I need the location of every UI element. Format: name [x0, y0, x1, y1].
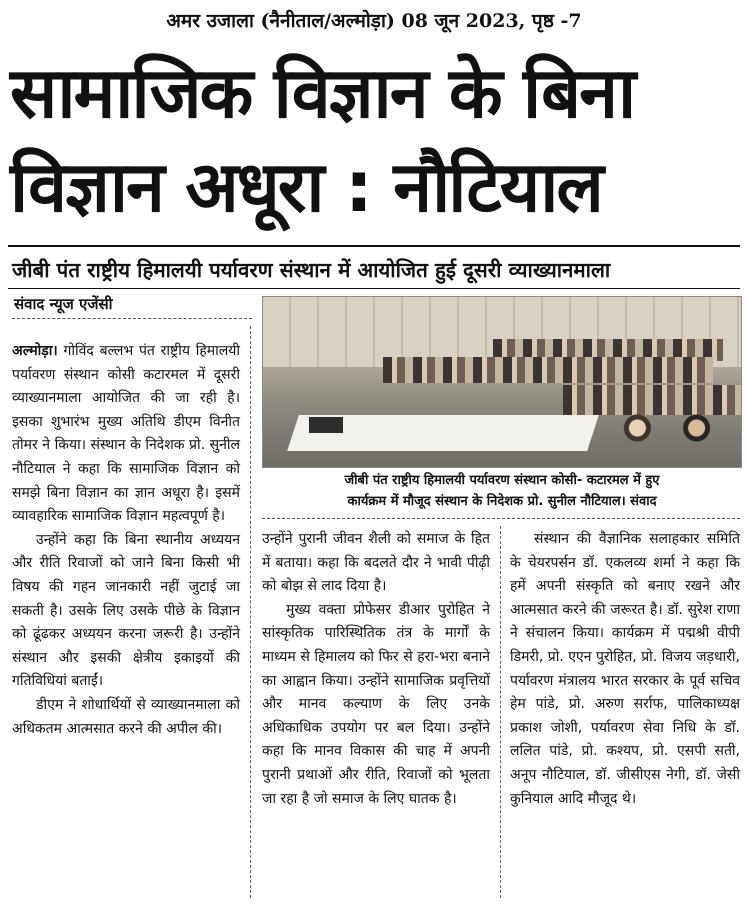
photo-projector: [309, 417, 343, 433]
column-separator: [500, 526, 501, 898]
headline-divider: [8, 245, 740, 247]
headline-line-2: विज्ञान अधूरा : नौटियाल: [10, 146, 602, 228]
event-photo: [262, 296, 742, 468]
paragraph: उन्होंने पुरानी जीवन शैली को समाज के हित में बताया। कहा कि बदलते दौर ने भावी पीढ़ी को बोझ से लाद दिया है।: [262, 531, 490, 595]
caption-divider: [262, 518, 740, 519]
paragraph-text: गोविंद बल्लभ पंत राष्ट्रीय हिमालयी पर्यावरण संस्थान कोसी कटारमल में दूसरी व्याख्यानमाला आयोजित की जा रही है। इसका शुभारंभ मुख्य अतिथि डीएम विनीत तोमर ने किया। संस्थान के निदेशक प्रो. सुनील नौटियाल ने कहा कि सामाजिक विज्ञान को समझे बिना विज्ञान का ज्ञान अधूरा है। इसमें व्यावहारिक सामाजिक विज्ञान महत्वपूर्ण है।: [12, 343, 241, 525]
paragraph: [12, 340, 240, 529]
photo-audience-group: [593, 407, 741, 467]
article-column-3: [510, 528, 740, 811]
paragraph: डीएम ने शोधार्थियों से व्याख्यानमाला को अधिकतम आत्मसात करने की अपील की।: [12, 696, 240, 737]
caption-line-2: कार्यक्रम में मौजूद संस्थान के निदेशक प्रो. सुनील नौटियाल। संवाद: [347, 494, 657, 509]
paragraph: मुख्य वक्ता प्रोफेसर डीआर पुरोहित ने सांस्कृतिक पारिस्थितिक तंत्र के मार्गों के माध्यम से हिमालय को फिर से हरा-भरा बनाने का आह्वान किया। उन्होंने सामाजिक प्रवृत्तियों और मानव कल्याण के लिए उनके अधिकाधिक उपयोग पर बल दिया। उन्होंने कहा कि मानव विकास की चाह में अपनी पुरानी प्रथाओं और रीति, रिवाजों को भूलता जा रहा है जो समाज के लिए घातक है।: [262, 601, 490, 807]
paragraph: संस्थान की वैज्ञानिक सलाहकार समिति के चेयरपर्सन डॉ. एकलव्य शर्मा ने कहा कि हमें अपनी संस्कृति को बनाए रखने और आत्मसात करने की जरूरत है। डॉ. सुरेश राणा ने संचालन किया। कार्यक्रम में पद्मश्री वीपी डिमरी, प्रो. एएन पुरोहित, प्रो. विजय जड़धारी, पर्यावरण मंत्रालय भारत सरकार के पूर्व सचिव हेम पांडे, प्रो. अरुण सर्राफ, पालिकाध्यक्ष प्रकाश जोशी, पर्यावरण सेवा निधि के डॉ. ललित पांडे, प्रो. कश्यप, प्रो. एसपी सती, अनूप नौटियाल, डॉ. जीसीएस नेगी, डॉ. जेसी कुनियाल आदि मौजूद थे।: [510, 531, 740, 807]
paragraph: उन्होंने कहा कि बिना स्थानीय अध्ययन और रीति रिवाजों को जाने बिना किसी भी विषय की गहन जानकारी नहीं जुटाई जा सकती है। उसके लिए उसके पीछे के विज्ञान को ढूंढकर अध्ययन करना जरूरी है। उन्होंने संस्थान और इसकी क्षेत्रीय इकाइयों की गतिविधियां बताईं।: [12, 531, 240, 690]
subheadline-divider: [8, 288, 740, 289]
agency-byline: संवाद न्यूज एजेंसी: [14, 295, 113, 313]
column-separator: [250, 326, 251, 898]
caption-line-1: जीबी पंत राष्ट्रीय हिमालयी पर्यावरण संस्थान कोसी- कटारमल में हुए: [344, 473, 660, 488]
article-column-1: [12, 340, 240, 741]
photo-audience-row: [383, 357, 713, 383]
headline: [10, 46, 740, 234]
headline-line-1: सामाजिक विज्ञान के बिना: [10, 52, 635, 134]
dateline: अल्मोड़ा।: [12, 343, 58, 359]
masthead: अमर उजाला (नैनीताल/अल्मोड़ा) 08 जून 2023, पृष्ठ -7: [166, 10, 582, 32]
subheadline: जीबी पंत राष्ट्रीय हिमालयी पर्यावरण संस्थान में आयोजित हुई दूसरी व्याख्यानमाला: [12, 258, 611, 282]
article-column-2: [262, 528, 490, 811]
byline-divider: [12, 318, 252, 319]
photo-caption: [264, 470, 740, 512]
